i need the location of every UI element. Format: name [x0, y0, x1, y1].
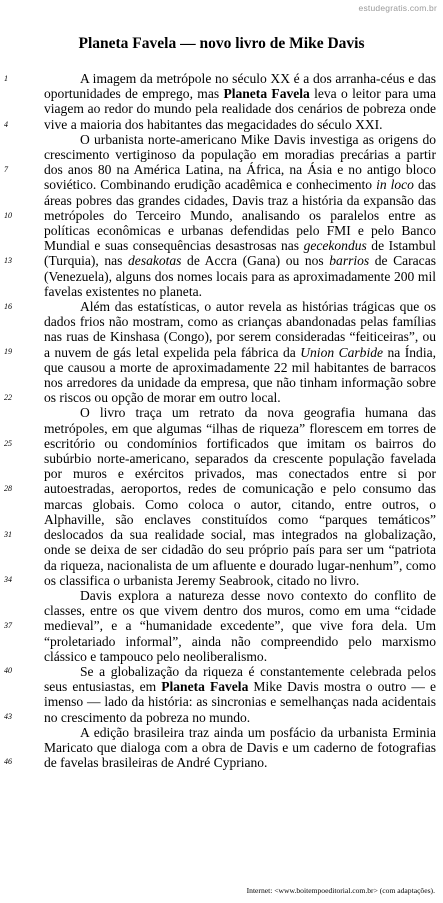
line-number-spacer — [4, 511, 18, 526]
italic-text: barrios — [329, 253, 370, 269]
text-run: Além das estatísticas, o autor revela as histórias trágicas que os dados frios não mostram, como as crianças abandonadas pelas famílias nas ruas de Kinshasa (Congo), por serem consideradas “feiticeiras”, ou a nuvem de gás letal expelida pela fábrica da — [44, 299, 436, 360]
line-number-spacer — [4, 177, 18, 192]
line-number: 46 — [4, 757, 12, 767]
italic-text: Union Carbide — [300, 344, 384, 360]
line-number: 16 — [4, 301, 12, 311]
line-number-spacer — [4, 284, 18, 299]
line-number-spacer — [4, 587, 18, 602]
line-number-spacer — [4, 314, 18, 329]
line-number: 34 — [4, 575, 12, 585]
line-number-spacer — [4, 679, 18, 694]
line-number-spacer — [4, 557, 18, 572]
line-number: 13 — [4, 256, 12, 266]
line-number: 31 — [4, 529, 12, 539]
line-number: 43 — [4, 711, 12, 721]
italic-text: desakotas — [128, 253, 182, 269]
paragraph — [44, 664, 436, 725]
line-number-column — [4, 71, 18, 770]
text-run: das áreas pobres das grandes cidades, Davis traz a história da expansão das metrópoles do Terceiro Mundo, analisando os paralelos entre as políticas econômicas e urbanas defendidas pelo FMI e pelo Banco Mundial e suas consequências desastrosas nas — [44, 177, 437, 254]
paragraph — [44, 132, 436, 299]
text-run: na Índia, que causou a morte de aproximadamente 22 mil habitantes de barracos nos arredores da unidade da empresa, que não tinham informação sobre os riscos ou opção de morar em outro local. — [44, 344, 436, 406]
line-number-spacer — [4, 223, 18, 238]
line-number-spacer — [4, 466, 18, 481]
line-number-spacer — [4, 375, 18, 390]
text-run: O urbanista norte-americano Mike Davis investiga as origens do crescimento vertiginoso da população em moradias precárias a partir dos anos 80 na América Latina, na África, na Ásia e no antigo bloco soviético. Combinando erudição acadêmica e conhecimento — [44, 131, 436, 193]
bold-text: Planeta Favela — [161, 679, 249, 695]
line-number: 4 — [4, 119, 8, 129]
line-number-spacer — [4, 238, 18, 253]
line-number: 28 — [4, 484, 12, 494]
paragraph — [44, 588, 436, 664]
paragraph — [44, 725, 436, 771]
line-number-spacer — [4, 420, 18, 435]
line-number-spacer — [4, 405, 18, 420]
text-run: A imagem da metrópole no século XX é a dos arranha-céus e das oportunidades de emprego, mas — [44, 71, 436, 102]
line-number-spacer — [4, 724, 18, 739]
line-number-spacer — [4, 694, 18, 709]
line-number-spacer — [4, 101, 18, 116]
italic-text: in loco — [376, 177, 414, 193]
source-citation: Internet: <www.boitempoeditorial.com.br> (com adaptações). — [246, 886, 435, 895]
line-number-spacer — [4, 496, 18, 511]
line-number: 22 — [4, 392, 12, 402]
line-number-spacer — [4, 132, 18, 147]
text-run: Se a globalização da riqueza é constantemente celebrada pelos seus entusiastas, em — [44, 663, 436, 695]
text-run: Davis explora a natureza desse novo contexto do conflito de classes, entre os que vivem dentro dos muros, como em uma “cidade medieval”, e a “humanidade excedente”, que vive fora dela. Um “proletariado informal”, ainda não compreendido pelo marxismo clássico e tampouco pelo neoliberalismo. — [44, 587, 436, 664]
line-number: 10 — [4, 210, 12, 220]
text-run: leva o leitor para uma viagem ao redor do mundo pela realidade dos cenários de pobreza onde vive a maioria dos habitantes das megacidades do século XXI. — [44, 86, 436, 132]
line-number-spacer — [4, 268, 18, 283]
line-number-spacer — [4, 603, 18, 618]
line-number: 1 — [4, 74, 8, 83]
line-number-spacer — [4, 147, 18, 162]
line-number: 7 — [4, 165, 8, 175]
line-number: 40 — [4, 666, 12, 676]
italic-text: gecekondus — [303, 238, 367, 254]
line-number-spacer — [4, 542, 18, 557]
line-number-spacer — [4, 193, 18, 208]
line-number-spacer — [4, 648, 18, 663]
line-number-spacer — [4, 329, 18, 344]
text-run: O livro traça um retrato da nova geografia humana das metrópoles, em que algumas “ilhas de riqueza” florescem em torres de escritório ou condomínios fortificados que imitam os bairros do subúrbio norte-americano, separados da crescente população favelada por muros e exércitos privados, mas conectados entre si por autoestradas, aeroportos, redes de comunicação e pelo consumo das marcas globais. Como coloca o autor, citando, entre outros, o Alphaville, são enclaves constituídos como “parques temáticos” deslocados da sua realidade social, mas integrados na globalização, onde se deixa de ser cidadão do seu próprio país para ser um “patriota da riqueza, nacionalista de um afluente e dourado lugar-nenhum”, como os classifica o urbanista Jeremy Seabrook, citado no livro. — [44, 405, 436, 588]
line-number: 37 — [4, 620, 12, 630]
text-run: Mike Davis mostra o outro — e imenso — lado da história: as sincronias e semelhanças nada acidentais no crescimento da pobreza no mundo. — [44, 679, 436, 725]
text-run: de Istambul (Turquia), nas — [44, 238, 436, 269]
text-run: de Caracas (Venezuela), alguns dos nomes locais para as aproximadamente 200 mil favelas existentes no planeta. — [44, 253, 436, 299]
site-watermark: estudegratis.com.br — [358, 3, 437, 13]
text-run: A edição brasileira traz ainda um posfácio da urbanista Erminia Maricato que dialoga com a obra de Davis e um caderno de fotografias de favelas brasileiras de André Cypriano. — [44, 724, 436, 771]
line-number-spacer — [4, 451, 18, 466]
paragraph — [44, 405, 436, 587]
article-body — [44, 71, 436, 770]
line-number-spacer — [4, 360, 18, 375]
text-run: de Accra (Gana) ou nos — [181, 253, 330, 269]
line-number-spacer — [4, 633, 18, 648]
paragraph — [44, 299, 436, 405]
line-number-spacer — [4, 739, 18, 754]
paragraph — [44, 71, 436, 132]
bold-text: Planeta Favela — [223, 86, 310, 102]
line-number-spacer — [4, 86, 18, 101]
line-number: 19 — [4, 347, 12, 357]
line-number: 25 — [4, 438, 12, 448]
article-title: Planeta Favela — novo livro de Mike Davis — [78, 35, 365, 52]
